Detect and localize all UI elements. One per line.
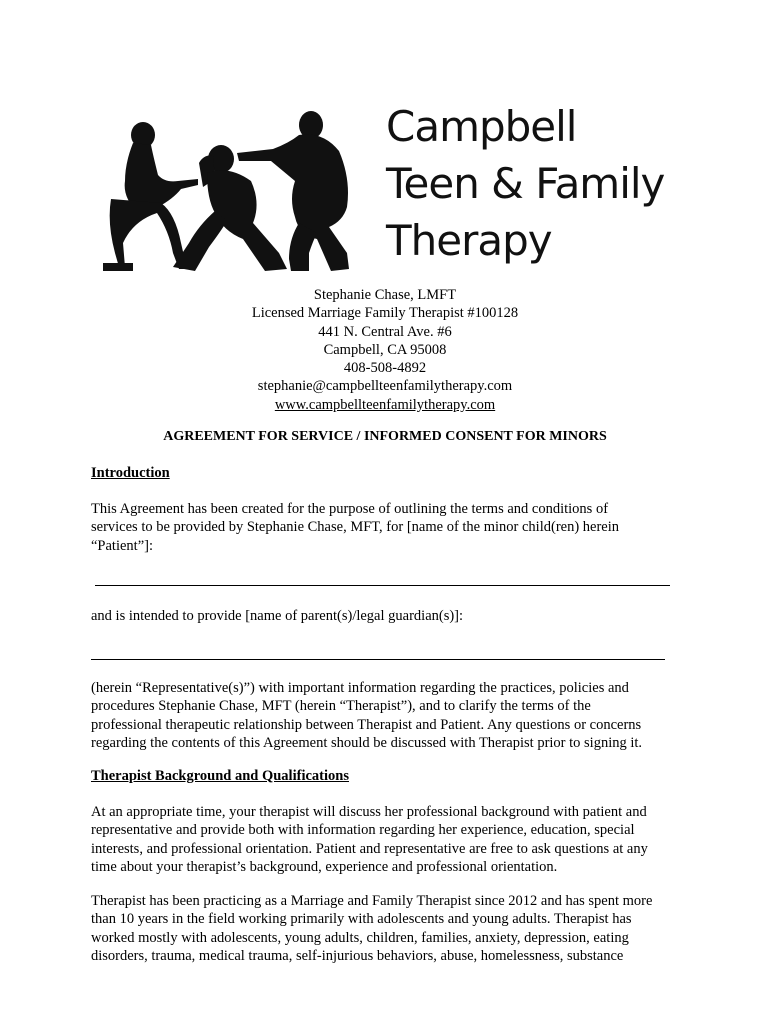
logo-line-2: Teen & Family bbox=[386, 159, 665, 208]
background-paragraph-1 bbox=[91, 803, 648, 876]
address-line-2: Campbell, CA 95008 bbox=[323, 341, 447, 358]
paragraph-line: Therapist has been practicing as a Marriage and Family Therapist since 2012 and has spent more bbox=[91, 893, 653, 909]
paragraph-line: disorders, trauma, medical trauma, self-injurious behaviors, abuse, homelessness, substance bbox=[91, 947, 624, 964]
patient-name-blank-line[interactable] bbox=[95, 585, 670, 586]
intro-paragraph-1 bbox=[91, 500, 619, 555]
paragraph-line: worked mostly with adolescents, young adults, children, families, anxiety, depression, eating bbox=[91, 929, 629, 946]
website-link[interactable]: www.campbellteenfamilytherapy.com bbox=[274, 396, 496, 413]
paragraph-line: This Agreement has been created for the purpose of outlining the terms and conditions of bbox=[91, 501, 609, 517]
document-title: AGREEMENT FOR SERVICE / INFORMED CONSENT FOR MINORS bbox=[163, 429, 607, 444]
license-line: Licensed Marriage Family Therapist #100128 bbox=[251, 305, 519, 322]
paragraph-line: procedures Stephanie Chase, MFT (herein “Therapist”), and to clarify the terms of the bbox=[91, 698, 591, 715]
contact-block bbox=[0, 286, 770, 414]
paragraph-line: “Patient”]: bbox=[91, 537, 154, 554]
logo-line-3: Therapy bbox=[386, 216, 552, 265]
intro-paragraph-2: and is intended to provide [name of parent(s)/legal guardian(s)]: bbox=[91, 608, 464, 624]
paragraph-line: time about your therapist’s background, experience and professional orientation. bbox=[91, 858, 558, 875]
paragraph-line: representative and provide both with information regarding her experience, education, special bbox=[91, 822, 635, 839]
brand-logo-text bbox=[386, 98, 664, 269]
family-silhouette-icon bbox=[103, 103, 365, 271]
logo-line-1: Campbell bbox=[386, 102, 577, 151]
intro-paragraph-3 bbox=[91, 679, 642, 752]
phone-number: 408-508-4892 bbox=[343, 360, 427, 377]
paragraph-line: At an appropriate time, your therapist will discuss her professional background with patient and bbox=[91, 804, 647, 820]
address-line-1: 441 N. Central Ave. #6 bbox=[318, 323, 452, 340]
section-heading-background: Therapist Background and Qualifications bbox=[91, 768, 349, 784]
background-paragraph-2 bbox=[91, 892, 652, 965]
paragraph-line: (herein “Representative(s)”) with important information regarding the practices, policies and bbox=[91, 680, 629, 696]
paragraph-line: regarding the contents of this Agreement should be discussed with Therapist prior to signing it. bbox=[91, 734, 643, 751]
guardian-name-blank-line[interactable] bbox=[91, 659, 665, 660]
paragraph-line: services to be provided by Stephanie Chase, MFT, for [name of the minor child(ren) herein bbox=[91, 519, 620, 536]
section-heading-introduction: Introduction bbox=[91, 465, 170, 481]
therapist-name: Stephanie Chase, LMFT bbox=[313, 287, 457, 303]
paragraph-line: professional therapeutic relationship between Therapist and Patient. Any questions or concerns bbox=[91, 716, 642, 733]
email-address[interactable]: stephanie@campbellteenfamilytherapy.com bbox=[257, 378, 513, 395]
paragraph-line: interests, and professional orientation. Patient and representative are free to ask questions at any bbox=[91, 840, 648, 857]
paragraph-line: than 10 years in the field working primarily with adolescents and young adults. Therapist has bbox=[91, 911, 632, 928]
